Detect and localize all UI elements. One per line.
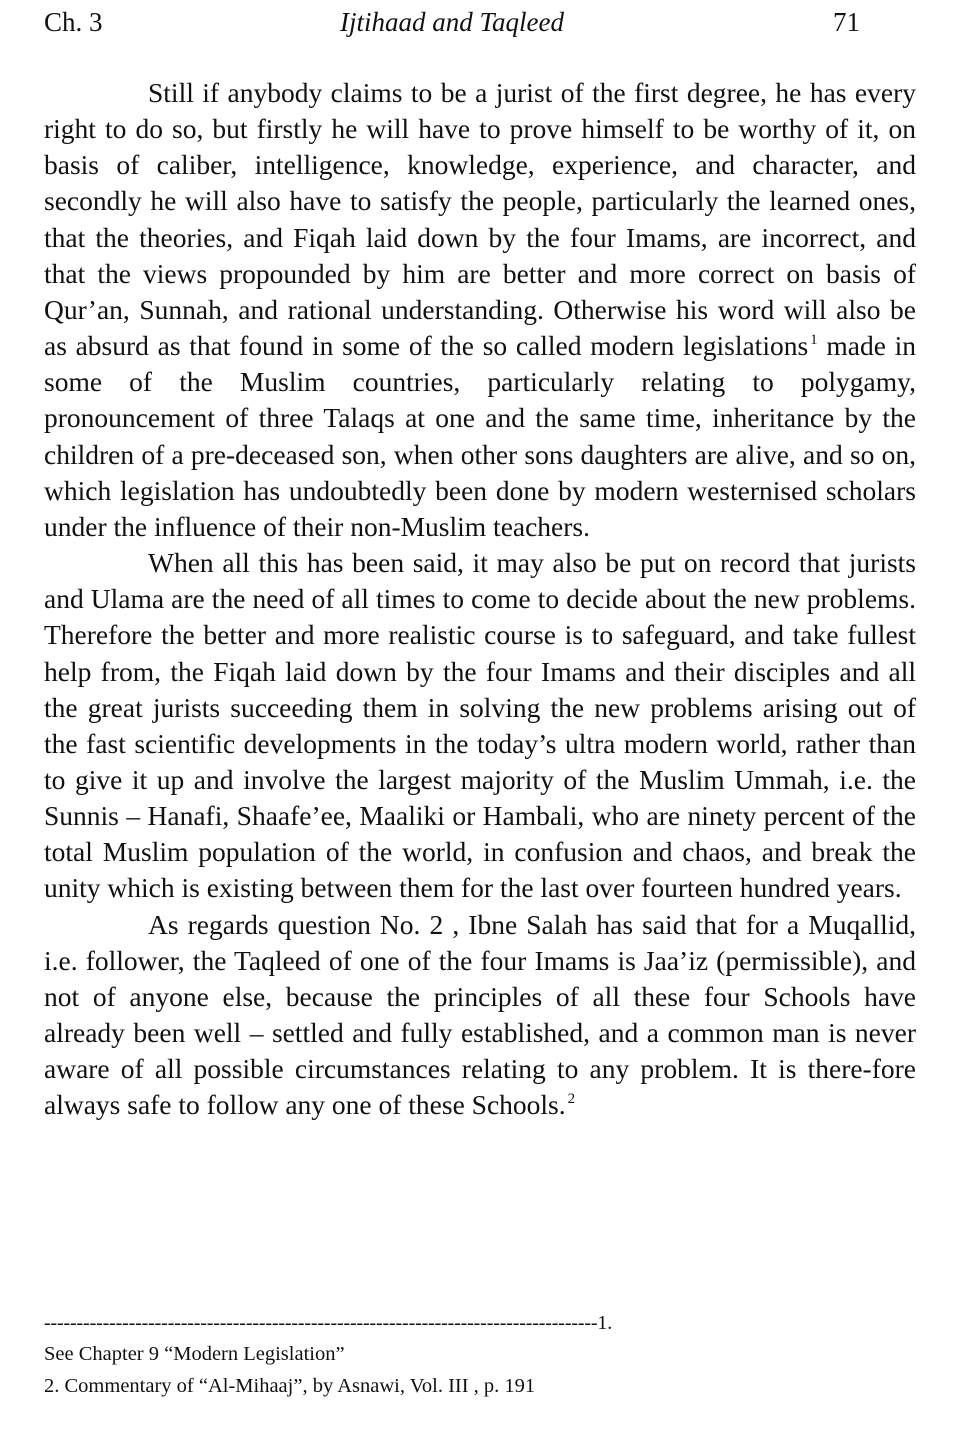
paragraph-3 [44, 907, 916, 1124]
footnotes [44, 1338, 916, 1402]
running-title: Ijtihaad and Taqleed [339, 7, 564, 37]
footnote-ref-2: 2 [567, 1091, 576, 1108]
paragraph-2 [44, 545, 916, 907]
paragraph-1-continued: made in some of the Muslim countries, particularly relating to polygamy, pronouncement of three Talaqs at one and the same time, inheritance by the children of a pre-deceased son, when other sons daughters are alive, and so on, which legislation has undoubtedly been done by modern westernised scholars under the influence of their non-Muslim teachers. [44, 330, 916, 542]
paragraph-1-text: Still if anybody claims to be a jurist of the first degree, he has every right to do so, but firstly he will have to prove himself to be worthy of it, on basis of caliber, intelligence, knowledge, experience, and character, and secondly he will also have to satisfy the people, particularly the learned ones, that the theories, and Fiqah laid down by the four Imams, are incorrect, and that the views propounded by him are better and more correct on basis of Qur’an, Sunnah, and rational understanding. Otherwise his word will also be as absurd as that found in some of the so called modern legislations [44, 77, 916, 362]
paragraph-1 [44, 75, 916, 545]
footnote-separator: -------------------------------------------------------------------------------------1. [44, 1312, 613, 1334]
footnote-2: 2. Commentary of “Al-Mihaaj”, by Asnawi, Vol. III , p. 191 [44, 1375, 536, 1397]
footnote-ref-1: 1 [810, 332, 818, 349]
running-header [44, 2, 860, 42]
paragraph-3-text: As regards question No. 2 , Ibne Salah has said that for a Muqallid, i.e. follower, the Taqleed of one of the four Imams is Jaa’iz (permissible), and not of anyone else, because the principles of all these four Schools have already been well – settled and fully established, and a common man is never aware of all possible circumstances relating to any problem. It is there-fore always safe to follow any one of these Schools. [44, 908, 916, 1121]
footnote-1: See Chapter 9 “Modern Legislation” [44, 1343, 345, 1365]
chapter-label: Ch. 3 [44, 7, 103, 37]
page-number: 71 [833, 7, 860, 37]
paragraph-2-text: When all this has been said, it may also be put on record that jurists and Ulama are the need of all times to come to decide about the new problems. Therefore the better and more realistic course is to safeguard, and take fullest help from, the Fiqah laid down by the four Imams and their disciples and all the great jurists succeeding them in solving the new problems arising out of the fast scientific developments in the today’s ultra modern world, rather than to give it up and involve the largest majority of the Muslim Ummah, i.e. the Sunnis – Hanafi, Shaafe’ee, Maaliki or Hambali, who are ninety percent of the total Muslim population of the world, in confusion and chaos, and break the unity which is existing between them for the last over fourteen hundred years. [44, 547, 916, 904]
body-text [44, 75, 916, 1124]
